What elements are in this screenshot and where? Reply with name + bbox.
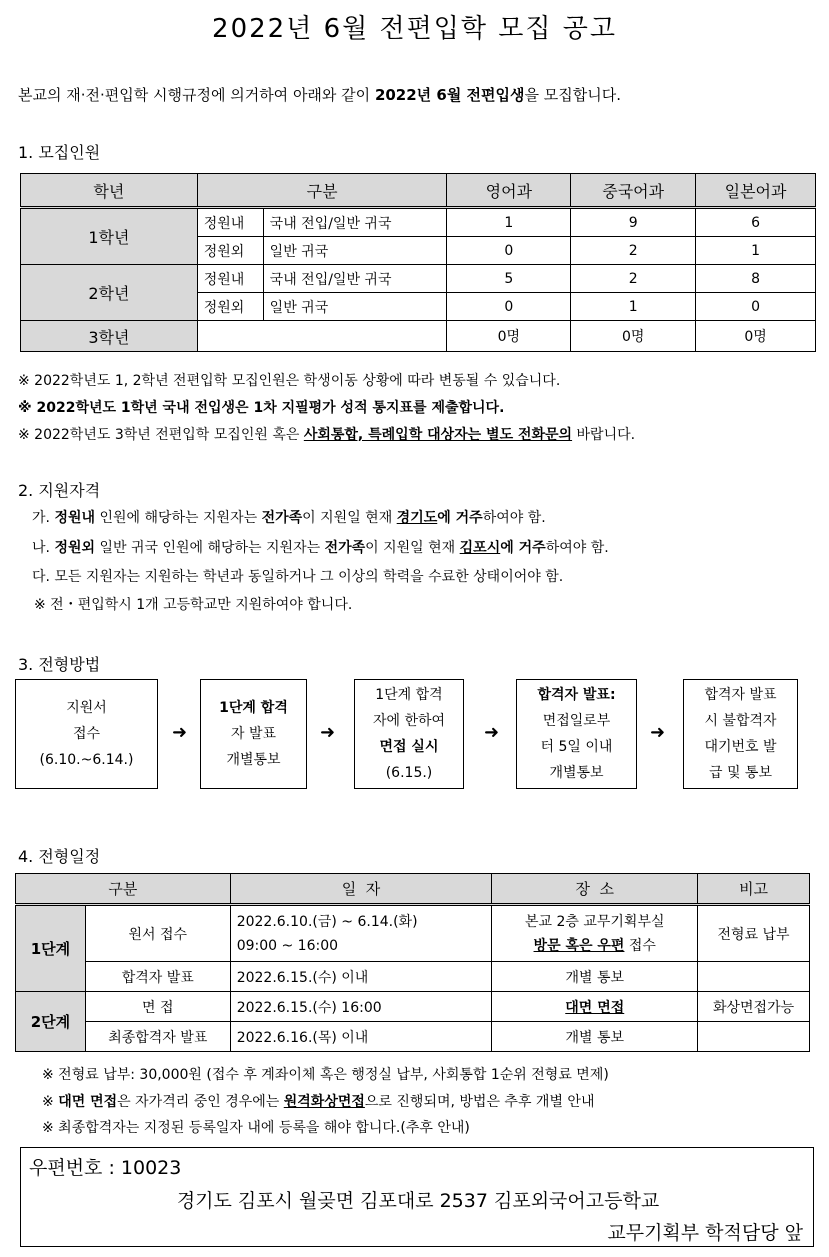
sched-header-place: 장 소 xyxy=(492,874,698,905)
header-category: 구분 xyxy=(197,174,447,208)
cell-japanese: 1 xyxy=(696,237,816,265)
header-chinese: 중국어과 xyxy=(571,174,696,208)
arrow-icon: ➜ xyxy=(650,722,666,743)
s4-note-1: ※ 전형료 납부: 30,000원 (접수 후 계좌이체 혹은 행정실 납부, 사회통합 1순위 전형료 면제) xyxy=(42,1067,609,1083)
s1-note-3: ※ 2022학년도 3학년 전편입학 모집인원 혹은 사회통합, 특례입학 대상자는 별도 전화문의 바랍니다. xyxy=(18,427,636,443)
section-1-heading: 1. 모집인원 xyxy=(18,143,101,162)
grade-3-label: 3학년 xyxy=(21,321,198,352)
address-line: 경기도 김포시 월곶면 김포대로 2537 김포외국어고등학교 xyxy=(176,1190,660,1212)
qualification-b: 나. 정원외 일반 귀국 인원에 해당하는 지원자는 전가족이 지원일 현재 김포시에 거주하여야 함. xyxy=(32,540,609,556)
row-category: 정원내 xyxy=(197,265,263,293)
row-subcategory: 국내 전입/일반 귀국 xyxy=(263,208,447,237)
s4-note-3: ※ 최종합격자는 지정된 등록일자 내에 등록을 해야 합니다.(추후 안내) xyxy=(42,1120,470,1136)
sched-header-category: 구분 xyxy=(16,874,231,905)
s1-note-2: ※ 2022학년도 1학년 국내 전입생은 1차 지필평가 성적 통지표를 제출합니다. xyxy=(18,400,505,416)
header-japanese: 일본어과 xyxy=(696,174,816,208)
grade-2-label: 2학년 xyxy=(21,265,198,321)
sched-item: 원서 접수 xyxy=(85,905,230,962)
sched-header-note: 비고 xyxy=(698,874,810,905)
section-2-heading: 2. 지원자격 xyxy=(18,481,101,500)
cell-english: 0 xyxy=(447,293,571,321)
arrow-icon: ➜ xyxy=(320,722,336,743)
stage-1-label: 1단계 xyxy=(16,905,86,992)
row-category: 정원외 xyxy=(197,237,263,265)
qualification-a: 가. 정원내 인원에 해당하는 지원자는 전가족이 지원일 현재 경기도에 거주하여야 함. xyxy=(32,510,546,526)
cell-japanese: 0명 xyxy=(696,321,816,352)
row-category: 정원외 xyxy=(197,293,263,321)
step-first-result: 1단계 합격 자 발표 개별통보 xyxy=(200,679,307,789)
cell-chinese: 1 xyxy=(571,293,696,321)
row-subcategory: 일반 귀국 xyxy=(263,293,447,321)
cell-japanese: 0 xyxy=(696,293,816,321)
cell-japanese: 6 xyxy=(696,208,816,237)
cell-chinese: 0명 xyxy=(571,321,696,352)
cell-chinese: 2 xyxy=(571,265,696,293)
sched-header-date: 일 자 xyxy=(230,874,492,905)
step-interview: 1단계 합격 자에 한하여 면접 실시 (6.15.) xyxy=(354,679,464,789)
address-box xyxy=(20,1147,814,1247)
stage-2-label: 2단계 xyxy=(16,992,86,1052)
sched-date: 2022.6.16.(목) 이내 xyxy=(230,1022,492,1052)
sched-date: 2022.6.15.(수) 이내 xyxy=(230,962,492,992)
cell-english: 0 xyxy=(447,237,571,265)
sched-note-empty xyxy=(698,962,810,992)
sched-note: 화상면접가능 xyxy=(698,992,810,1022)
intro-text: 본교의 재·전·편입학 시행규정에 의거하여 아래와 같이 2022년 6월 전편입생을 모집합니다. xyxy=(18,86,621,104)
sched-item: 합격자 발표 xyxy=(85,962,230,992)
grade-3-empty xyxy=(197,321,447,352)
section-3-heading: 3. 전형방법 xyxy=(18,655,101,674)
step-waitlist: 합격자 발표 시 불합격자 대기번호 발 급 및 통보 xyxy=(683,679,798,789)
step-final-result: 합격자 발표: 면접일로부 터 5일 이내 개별통보 xyxy=(516,679,637,789)
arrow-icon: ➜ xyxy=(172,722,188,743)
grade-1-label: 1학년 xyxy=(21,208,198,265)
sched-note-empty xyxy=(698,1022,810,1052)
schedule-table xyxy=(15,873,810,1052)
step-application: 지원서 접수 (6.10.~6.14.) xyxy=(15,679,158,789)
cell-japanese: 8 xyxy=(696,265,816,293)
header-english: 영어과 xyxy=(447,174,571,208)
header-grade: 학년 xyxy=(21,174,198,208)
cell-english: 5 xyxy=(447,265,571,293)
qualification-c: 다. 모든 지원자는 지원하는 학년과 동일하거나 그 이상의 학력을 수료한 상태이어야 함. xyxy=(32,569,564,585)
sched-note: 전형료 납부 xyxy=(698,905,810,962)
page-title: 2022년 6월 전편입학 모집 공고 xyxy=(212,14,617,44)
row-subcategory: 국내 전입/일반 귀국 xyxy=(263,265,447,293)
postal-code: 우편번호 : 10023 xyxy=(29,1157,182,1179)
sched-item: 최종합격자 발표 xyxy=(85,1022,230,1052)
sched-date: 2022.6.10.(금) ~ 6.14.(화) 09:00 ~ 16:00 xyxy=(230,905,492,962)
cell-english: 1 xyxy=(447,208,571,237)
sched-place: 본교 2층 교무기획부실 방문 혹은 우편 접수 xyxy=(492,905,698,962)
recruit-table xyxy=(20,173,816,352)
sched-date: 2022.6.15.(수) 16:00 xyxy=(230,992,492,1022)
row-category: 정원내 xyxy=(197,208,263,237)
cell-chinese: 2 xyxy=(571,237,696,265)
s1-note-1: ※ 2022학년도 1, 2학년 전편입학 모집인원은 학생이동 상황에 따라 변동될 수 있습니다. xyxy=(18,373,561,389)
row-subcategory: 일반 귀국 xyxy=(263,237,447,265)
sched-item: 면 접 xyxy=(85,992,230,1022)
sched-place: 개별 통보 xyxy=(492,1022,698,1052)
sched-place: 대면 면접 xyxy=(492,992,698,1022)
cell-english: 0명 xyxy=(447,321,571,352)
arrow-icon: ➜ xyxy=(484,722,500,743)
s4-note-2: ※ 대면 면접은 자가격리 중인 경우에는 원격화상면접으로 진행되며, 방법은 추후 개별 안내 xyxy=(42,1094,595,1110)
section-4-heading: 4. 전형일정 xyxy=(18,847,101,866)
cell-chinese: 9 xyxy=(571,208,696,237)
sched-place: 개별 통보 xyxy=(492,962,698,992)
recipient-line: 교무기획부 학적담당 앞 xyxy=(607,1222,803,1244)
qualification-note: ※ 전・편입학시 1개 고등학교만 지원하여야 합니다. xyxy=(34,597,353,613)
